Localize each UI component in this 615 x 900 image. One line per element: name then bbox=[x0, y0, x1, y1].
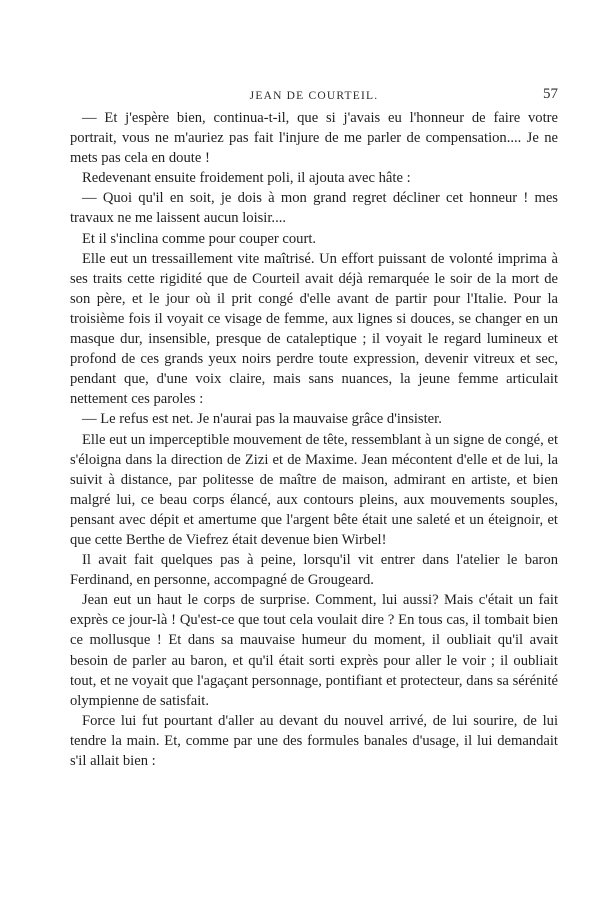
paragraph: — Et j'espère bien, continua-t-il, que si j'avais eu l'honneur de faire votre portrait, vous ne m'auriez pas fait l'injure de me parler de compensation.... Je ne mets pas cela en doute ! bbox=[70, 110, 558, 167]
paragraph: Et il s'inclina comme pour couper court. bbox=[82, 230, 317, 247]
paragraph: — Quoi qu'il en soit, je dois à mon grand regret décliner cet honneur ! mes travaux ne me laissent aucun loisir.... bbox=[70, 190, 558, 227]
paragraph: Force lui fut pourtant d'aller au devant du nouvel arrivé, de lui sourire, de lui tendre la main. Et, comme par une des formules banales d'usage, il lui demandait s'il allait bien : bbox=[70, 712, 558, 769]
running-head: JEAN DE COURTEIL. bbox=[249, 90, 379, 102]
paragraph: Redevenant ensuite froidement poli, il ajouta avec hâte : bbox=[82, 170, 411, 187]
body-text bbox=[70, 108, 558, 771]
paragraph: — Le refus est net. Je n'aurai pas la mauvaise grâce d'insister. bbox=[82, 411, 442, 428]
paragraph: Jean eut un haut le corps de surprise. Comment, lui aussi? Mais c'était un fait exprès ce jour-là ! Qu'est-ce que tout cela voulait dire ? En tous cas, il tombait bien ce mollusque ! Et dans sa mauvaise humeur du moment, il oubliait qu'il avait besoin de parler au baron, et qu'il était sorti exprès pour aller le voir ; il oubliait tout, et ne voyait que l'agaçant personnage, pontifiant et protecteur, dans sa sérénité olympienne de satisfait. bbox=[70, 592, 558, 709]
page-header bbox=[70, 84, 558, 108]
paragraph: Elle eut un imperceptible mouvement de tête, ressemblant à un signe de congé, et s'éloigna dans la direction de Zizi et de Maxime. Jean mécontent d'elle et de lui, la suivit à distance, par politesse de maître de maison, admirant en artiste, et bien malgré lui, ce beau corps élancé, aux contours pleins, aux mouvements souples, pensant avec dépit et amertume que l'argent bête était une saleté et un éteignoir, et que cette Berthe de Viefrez était devenue bien Wirbel! bbox=[70, 431, 558, 548]
paragraph: Il avait fait quelques pas à peine, lorsqu'il vit entrer dans l'atelier le baron Ferdinand, en personne, accompagné de Grougeard. bbox=[70, 552, 558, 589]
page-number: 57 bbox=[543, 86, 558, 102]
paragraph: Elle eut un tressaillement vite maîtrisé. Un effort puissant de volonté imprima à ses traits cette rigidité que de Courteil avait déjà remarquée le soir de la mort de son père, et le jour où il prit congé d'elle avant de partir pour l'Italie. Pour la troisième fois il voyait ce visage de femme, aux lignes si douces, se changer en un masque dur, insensible, presque de cataleptique ; il voyait le regard lumineux et profond de ces grands yeux noirs perdre toute expression, devenir vitreux et sec, pendant que, d'une voix claire, mais sans nuances, la jeune femme articulait nettement ces paroles : bbox=[70, 250, 558, 408]
book-page bbox=[70, 84, 558, 771]
